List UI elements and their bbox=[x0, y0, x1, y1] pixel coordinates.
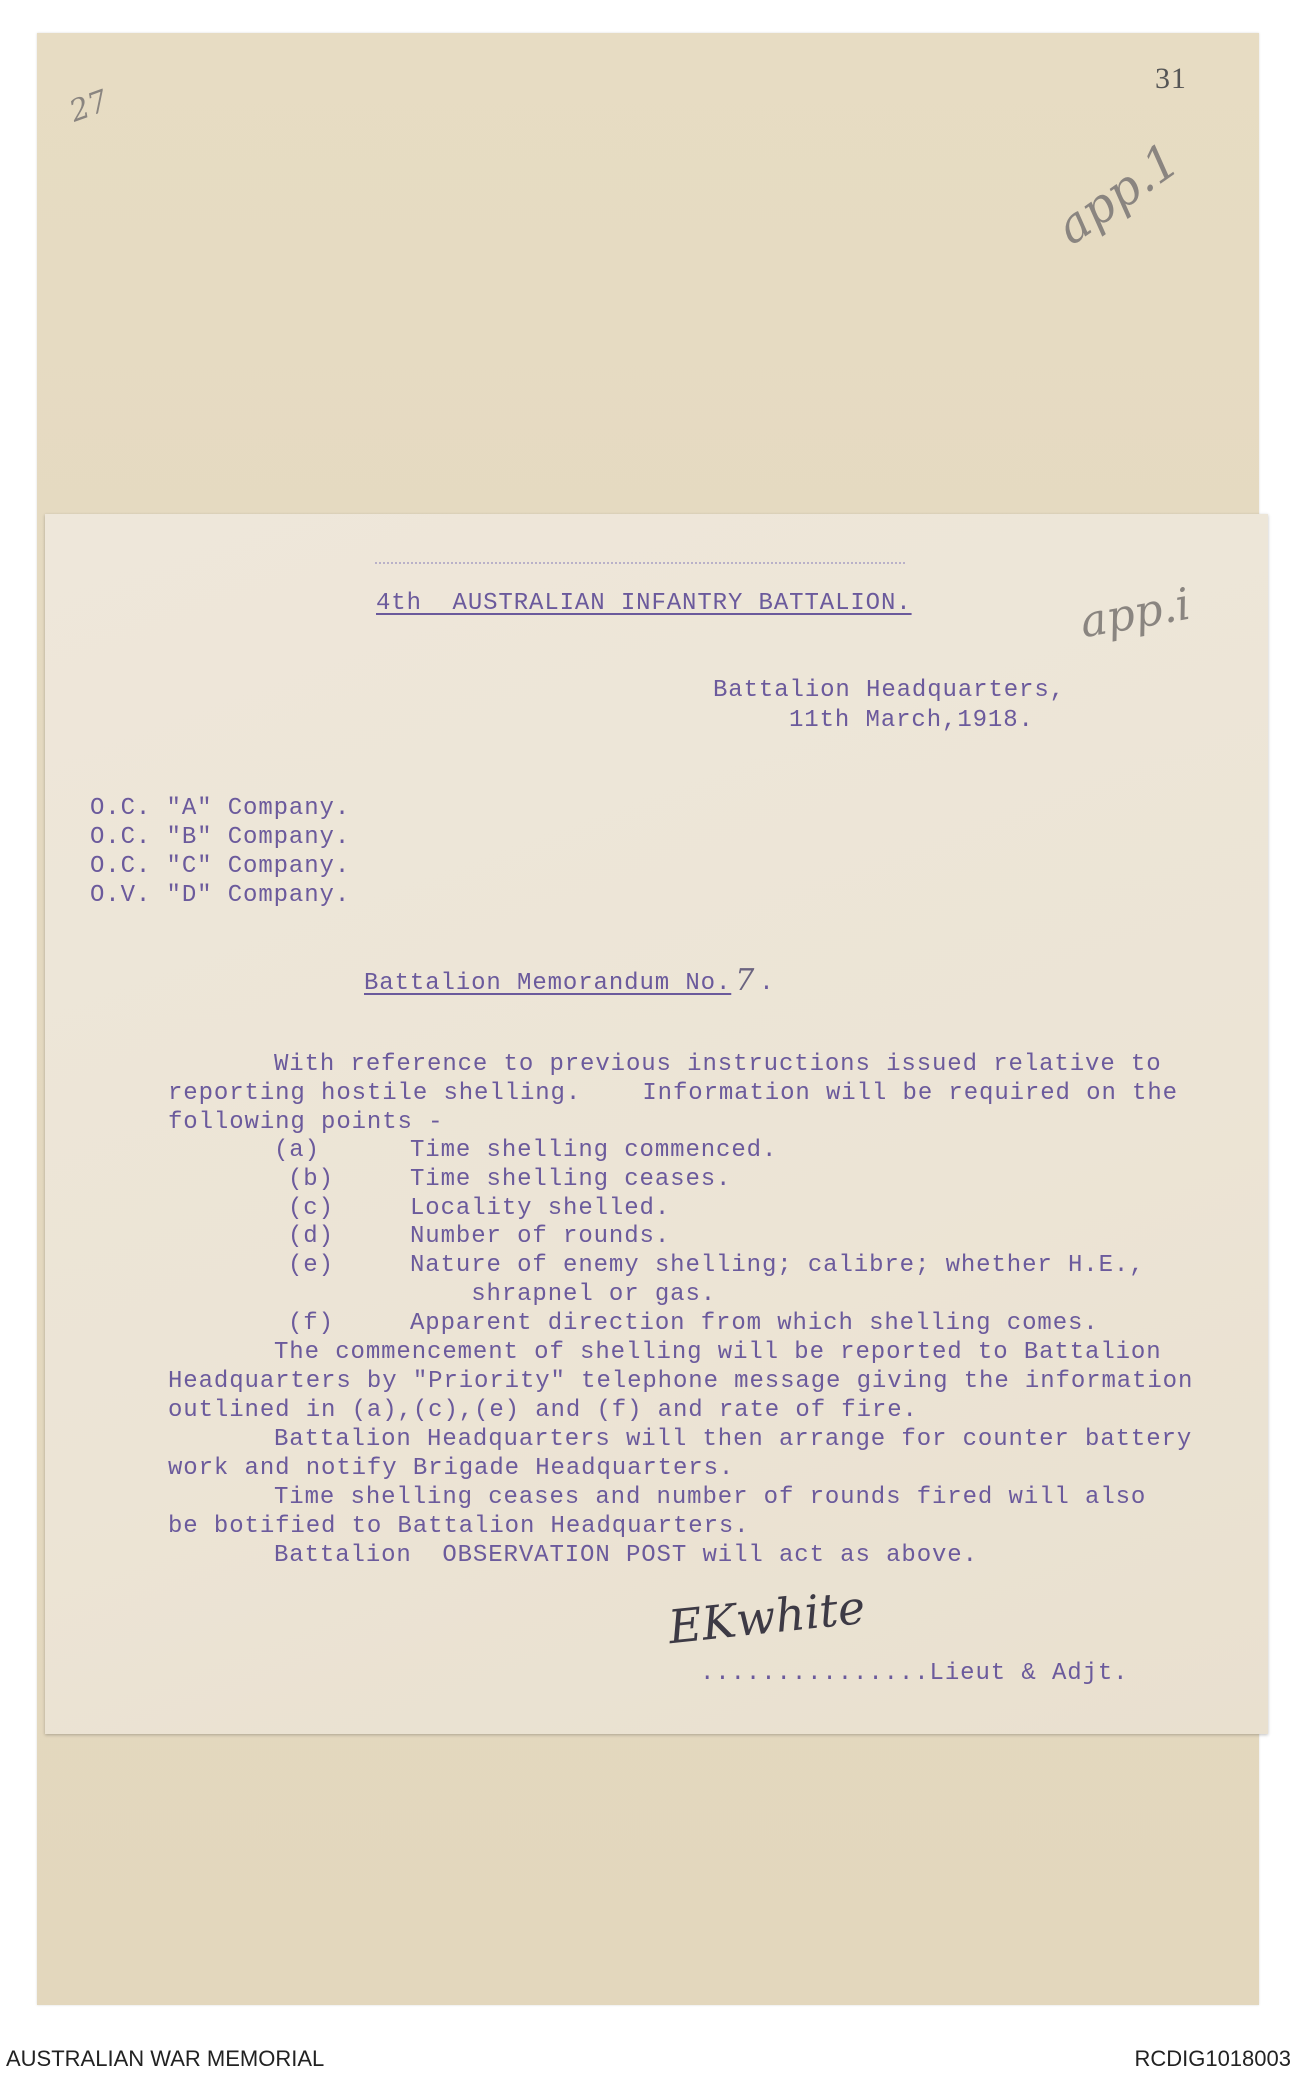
closing-line: Time shelling ceases and number of rounds fired will also bbox=[274, 1484, 1147, 1511]
body-line: following points - bbox=[168, 1109, 444, 1136]
signature-dots: ............... bbox=[700, 1660, 930, 1687]
addressee: O.V. "D" Company. bbox=[90, 882, 351, 909]
date-line: 11th March,1918. bbox=[789, 707, 1034, 734]
point-text: Apparent direction from which shelling comes. bbox=[410, 1310, 1099, 1337]
closing-line: outlined in (a),(c),(e) and (f) and rate of fire. bbox=[168, 1397, 918, 1424]
addressee: O.C. "B" Company. bbox=[90, 824, 351, 851]
point-label: (f) bbox=[288, 1310, 334, 1337]
battalion-heading: 4th AUSTRALIAN INFANTRY BATTALION. bbox=[376, 590, 912, 617]
memo-title-end: . bbox=[759, 970, 775, 997]
point-label: (c) bbox=[288, 1195, 334, 1222]
point-label: (e) bbox=[288, 1252, 334, 1279]
memo-title-text: Battalion Memorandum No. bbox=[364, 970, 732, 997]
signature: EKwhite bbox=[665, 1579, 868, 1655]
point-text: Time shelling ceases. bbox=[410, 1166, 732, 1193]
closing-line: work and notify Brigade Headquarters. bbox=[168, 1455, 735, 1482]
footer-record-id: RCDIG1018003 bbox=[1134, 2046, 1291, 2071]
page-number: 31 bbox=[1155, 62, 1187, 95]
closing-line: Headquarters by "Priority" telephone message giving the information bbox=[168, 1368, 1194, 1395]
closing-line: Battalion OBSERVATION POST will act as above. bbox=[274, 1542, 978, 1569]
point-text-continued: shrapnel or gas. bbox=[410, 1281, 717, 1308]
point-text: Number of rounds. bbox=[410, 1223, 671, 1250]
point-label: (b) bbox=[288, 1166, 334, 1193]
pencil-app-note: app.1 bbox=[1046, 132, 1190, 256]
closing-line: Battalion Headquarters will then arrange for counter battery bbox=[274, 1426, 1193, 1453]
sender-line: Battalion Headquarters, bbox=[713, 677, 1065, 704]
divider bbox=[375, 562, 905, 564]
point-label: (a) bbox=[274, 1137, 320, 1164]
closing-line: be botified to Battalion Headquarters. bbox=[168, 1513, 750, 1540]
closing-line: The commencement of shelling will be reported to Battalion bbox=[274, 1339, 1162, 1366]
addressee: O.C. "A" Company. bbox=[90, 795, 351, 822]
memo-number: 7 bbox=[735, 963, 756, 998]
footer-institution: AUSTRALIAN WAR MEMORIAL bbox=[6, 2046, 325, 2071]
point-text: Nature of enemy shelling; calibre; whether H.E., bbox=[410, 1252, 1145, 1279]
pencil-number: 27 bbox=[64, 83, 113, 130]
body-line: With reference to previous instructions issued relative to bbox=[274, 1051, 1162, 1078]
body-line: reporting hostile shelling. Information will be required on the bbox=[168, 1080, 1178, 1107]
addressee: O.C. "C" Company. bbox=[90, 853, 351, 880]
signatory-title: Lieut & Adjt. bbox=[929, 1660, 1129, 1687]
point-text: Locality shelled. bbox=[410, 1195, 671, 1222]
point-label: (d) bbox=[288, 1223, 334, 1250]
point-text: Time shelling commenced. bbox=[410, 1137, 778, 1164]
pencil-app-note-front: app.i bbox=[1076, 578, 1195, 649]
signature-line bbox=[700, 1662, 1128, 1686]
memo-title bbox=[364, 963, 775, 998]
